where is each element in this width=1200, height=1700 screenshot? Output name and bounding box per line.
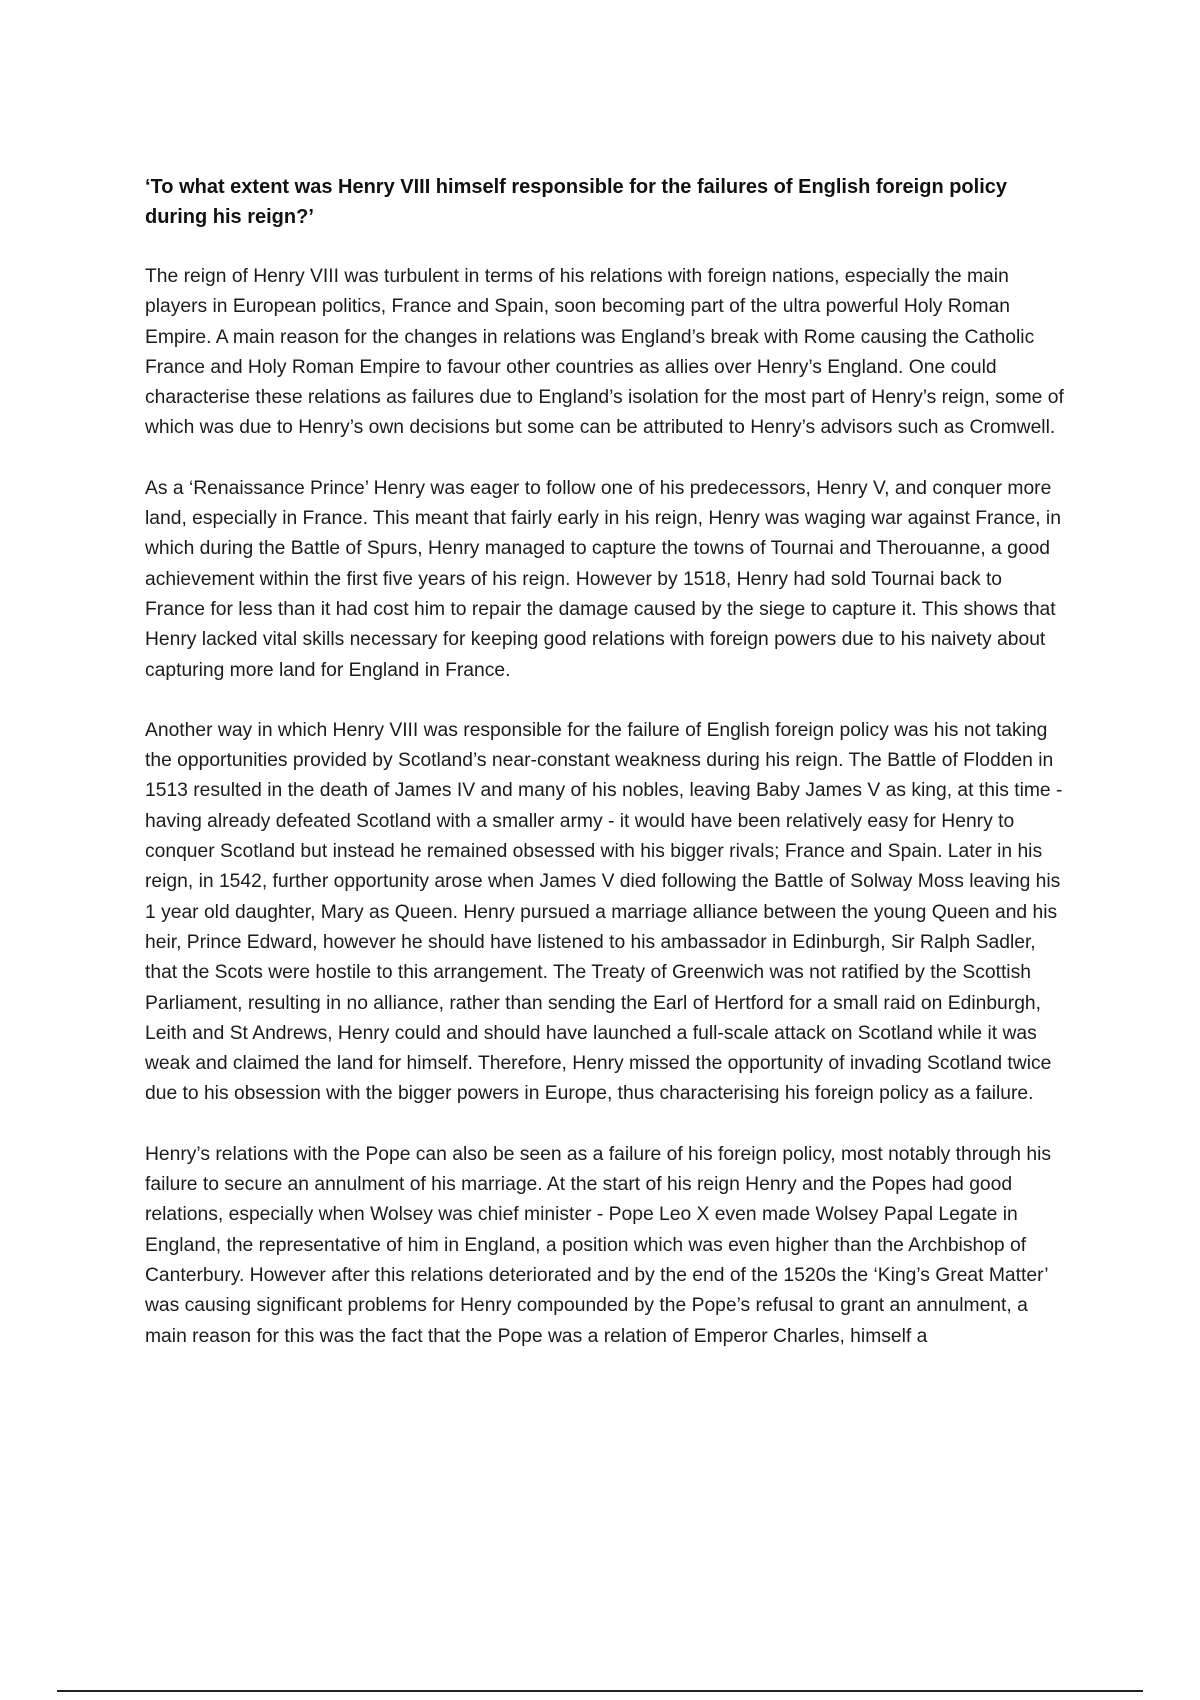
- paragraph-scotland: Another way in which Henry VIII was responsible for the failure of English foreign policy was his not taking the opportunities provided by Scotland’s near-constant weakness during his reign. The Battle of Flodden in 1513 resulted in the death of James IV and many of his nobles, leaving Baby James V as king, at this time - having already defeated Scotland with a smaller army - it would have been relatively easy for Henry to conquer Scotland but instead he remained obsessed with his bigger rivals; France and Spain. Later in his reign, in 1542, further opportunity arose when James V died following the Battle of Solway Moss leaving his 1 year old daughter, Mary as Queen. Henry pursued a marriage alliance between the young Queen and his heir, Prince Edward, however he should have listened to his ambassador in Edinburgh, Sir Ralph Sadler, that the Scots were hostile to this arrangement. The Treaty of Greenwich was not ratified by the Scottish Parliament, resulting in no alliance, rather than sending the Earl of Hertford for a small raid on Edinburgh, Leith and St Andrews, Henry could and should have launched a full-scale attack on Scotland while it was weak and claimed the land for himself. Therefore, Henry missed the opportunity of invading Scotland twice due to his obsession with the bigger powers in Europe, thus characterising his foreign policy as a failure.: [145, 719, 1063, 1105]
- paragraph-renaissance-prince: As a ‘Renaissance Prince’ Henry was eager to follow one of his predecessors, Henry V, and conquer more land, especially in France. This meant that fairly early in his reign, Henry was waging war against France, in which during the Battle of Spurs, Henry managed to capture the towns of Tournai and Therouanne, a good achievement within the first five years of his reign. However by 1518, Henry had sold Tournai back to France for less than it had cost him to repair the damage caused by the siege to capture it. This shows that Henry lacked vital skills necessary for keeping good relations with foreign powers due to his naivety about capturing more land for England in France.: [145, 477, 1061, 681]
- page-bottom-divider: [57, 1690, 1143, 1692]
- paragraph-introduction: The reign of Henry VIII was turbulent in terms of his relations with foreign nations, especially the main players in European politics, France and Spain, soon becoming part of the ultra powerful Holy Roman Empire. A main reason for the changes in relations was England’s break with Rome causing the Catholic France and Holy Roman Empire to favour other countries as allies over Henry’s England. One could characterise these relations as failures due to England’s isolation for the most part of Henry’s reign, some of which was due to Henry’s own decisions but some can be attributed to Henry’s advisors such as Cromwell.: [145, 266, 1064, 439]
- essay-title: ‘To what extent was Henry VIII himself responsible for the failures of English foreign policy during his reign?’: [145, 176, 1008, 228]
- document-page: [145, 172, 1065, 1382]
- paragraph-pope-relations: Henry’s relations with the Pope can also be seen as a failure of his foreign policy, most notably through his failure to secure an annulment of his marriage. At the start of his reign Henry and the Popes had good relations, especially when Wolsey was chief minister - Pope Leo X even made Wolsey Papal Legate in England, the representative of him in England, a position which was even higher than the Archbishop of Canterbury. However after this relations deteriorated and by the end of the 1520s the ‘King’s Great Matter’ was causing significant problems for Henry compounded by the Pope’s refusal to grant an annulment, a main reason for this was the fact that the Pope was a relation of Emperor Charles, himself a: [145, 1143, 1052, 1347]
